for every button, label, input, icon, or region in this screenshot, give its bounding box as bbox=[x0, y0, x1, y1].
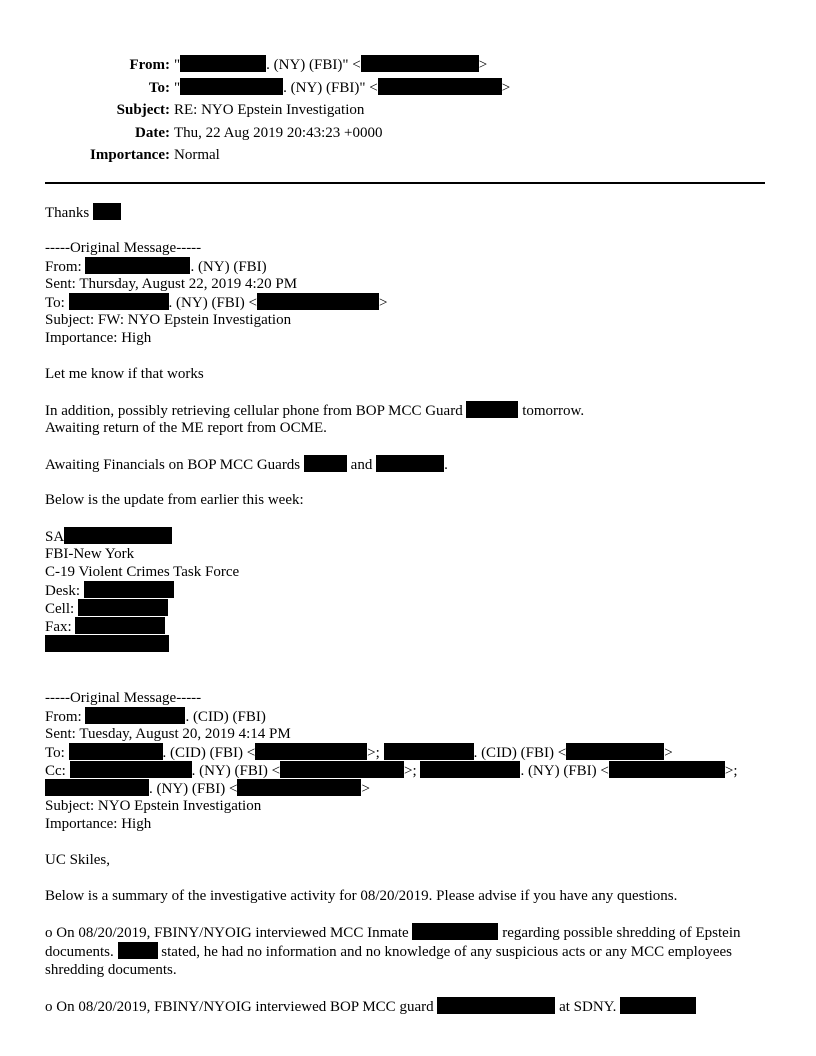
sig-cell-line bbox=[45, 599, 775, 617]
p1-text-c: Epstein documents. bbox=[45, 925, 741, 960]
to-text: . (CID) (FBI) < bbox=[162, 745, 256, 761]
desk-label: Desk: bbox=[45, 583, 80, 599]
to-label: To: bbox=[148, 79, 170, 96]
from-value: " . (NY) (FBI)" < > bbox=[174, 57, 488, 73]
signature-block bbox=[45, 527, 775, 653]
subject-row bbox=[40, 99, 510, 122]
addition-text: In addition, possibly retrieving cellular phone from BOP MCC Guard bbox=[45, 403, 463, 419]
from-text: . (NY) (FBI)" < bbox=[266, 57, 361, 73]
orig-to-line: To: . (NY) (FBI) < > bbox=[45, 295, 388, 311]
sig-desk-line bbox=[45, 581, 775, 599]
redaction bbox=[304, 455, 347, 472]
orig2-importance-line: Importance: High bbox=[45, 816, 152, 832]
thanks-line bbox=[45, 203, 775, 221]
redaction bbox=[437, 997, 555, 1014]
redaction bbox=[466, 401, 518, 418]
below-line: Below is the update from earlier this week: bbox=[45, 492, 304, 508]
date-label: Date: bbox=[135, 124, 170, 141]
redaction bbox=[64, 527, 172, 544]
financials-text: Awaiting Financials on BOP MCC Guards bbox=[45, 457, 301, 473]
redaction bbox=[118, 942, 158, 959]
to-value: " . (NY) (FBI)" < > bbox=[174, 79, 511, 96]
orig-msg-separator-2: -----Original Message----- bbox=[45, 690, 202, 706]
and-text: and bbox=[350, 457, 373, 473]
email-body bbox=[45, 203, 775, 1015]
orig-subject-line: Subject: FW: NYO Epstein Investigation bbox=[45, 312, 292, 328]
redaction bbox=[280, 761, 404, 778]
to-sep: >; bbox=[367, 745, 380, 761]
redaction bbox=[69, 743, 163, 760]
awaiting-me-line: Awaiting return of the ME report from OCME. bbox=[45, 420, 327, 436]
sig-fax-line bbox=[45, 617, 775, 635]
summary-line: Below is a summary of the investigative activity for 08/20/2019. Please advise if you have any questions. bbox=[45, 888, 678, 904]
date-value: Thu, 22 Aug 2019 20:43:23 +0000 bbox=[174, 124, 383, 141]
redaction bbox=[384, 743, 474, 760]
orig2-sent-line: Sent: Tuesday, August 20, 2019 4:14 PM bbox=[45, 726, 291, 742]
redaction bbox=[180, 78, 283, 95]
orig2-cc-line bbox=[45, 761, 775, 779]
thanks-text: Thanks bbox=[45, 205, 90, 221]
to-label: To: bbox=[45, 745, 65, 761]
to-label: To: bbox=[45, 295, 65, 311]
redaction bbox=[257, 293, 379, 310]
redaction bbox=[45, 635, 169, 652]
let-me-know-line: Let me know if that works bbox=[45, 366, 204, 382]
orig2-from-line bbox=[45, 707, 775, 725]
sig-unit-line: C-19 Violent Crimes Task Force bbox=[45, 564, 240, 580]
email-header bbox=[40, 54, 510, 167]
cc-end: >; bbox=[724, 763, 738, 779]
redaction bbox=[180, 55, 266, 72]
redaction bbox=[255, 743, 367, 760]
redaction bbox=[75, 617, 165, 634]
fax-label: Fax: bbox=[45, 619, 72, 635]
p1-text-b: regarding possible shredding of bbox=[502, 925, 692, 941]
cell-label: Cell: bbox=[45, 601, 75, 617]
importance-label: Importance: bbox=[90, 147, 170, 163]
cc-text-3: . (NY) (FBI) < bbox=[149, 781, 238, 797]
p1-text-d: stated, he had no information and no knowledge of any suspicious acts or any MCC employees shredding documents. bbox=[45, 944, 732, 978]
orig-sent-line: Sent: Thursday, August 22, 2019 4:20 PM bbox=[45, 276, 298, 292]
p2-text-a: o On 08/20/2019, FBINY/NYOIG interviewed BOP MCC guard bbox=[45, 999, 434, 1015]
redaction bbox=[376, 455, 444, 472]
paragraph-inmate-interview bbox=[45, 923, 775, 979]
redaction bbox=[620, 997, 696, 1014]
cc-text-2: . (NY) (FBI) < bbox=[520, 763, 609, 779]
from-row bbox=[40, 54, 510, 77]
orig-msg-separator: -----Original Message----- bbox=[45, 240, 202, 256]
redaction bbox=[78, 599, 168, 616]
orig2-subject-line: Subject: NYO Epstein Investigation bbox=[45, 798, 262, 814]
redaction bbox=[609, 761, 725, 778]
redaction bbox=[70, 761, 192, 778]
sig-email-line bbox=[45, 635, 775, 653]
sig-sa-line bbox=[45, 527, 775, 545]
redaction bbox=[85, 707, 185, 724]
date-row bbox=[40, 122, 510, 145]
redaction bbox=[84, 581, 174, 598]
to-text: . (NY) (FBI)" < bbox=[283, 79, 378, 96]
redaction bbox=[93, 203, 121, 220]
redaction bbox=[566, 743, 664, 760]
to-tail: . (NY) (FBI) < bbox=[168, 295, 257, 311]
addition-tail: tomorrow. bbox=[522, 403, 585, 419]
redaction bbox=[361, 55, 479, 72]
importance-row bbox=[40, 144, 510, 167]
redaction bbox=[45, 779, 149, 796]
redaction bbox=[237, 779, 361, 796]
p2-text-b: at SDNY. bbox=[559, 999, 617, 1015]
from-tail: . (NY) (FBI) bbox=[190, 259, 267, 275]
redaction bbox=[412, 923, 498, 940]
sa-text: SA bbox=[45, 529, 65, 545]
from-label: From: bbox=[129, 57, 170, 73]
paragraph-guard-interview bbox=[45, 997, 775, 1015]
redaction bbox=[420, 761, 520, 778]
orig2-to-line: To: . (CID) (FBI) < >; . (CID) (FBI) < > bbox=[45, 745, 673, 761]
p1-text-a: o On 08/20/2019, FBINY/NYOIG interviewed MCC Inmate bbox=[45, 925, 409, 941]
greeting-line: UC Skiles, bbox=[45, 852, 111, 868]
orig-importance-line: Importance: High bbox=[45, 330, 152, 346]
subject-value: RE: NYO Epstein Investigation bbox=[174, 102, 365, 118]
cc-sep: >; bbox=[404, 763, 417, 779]
from-label: From: bbox=[45, 709, 82, 725]
subject-label: Subject: bbox=[116, 102, 170, 118]
header-divider bbox=[45, 182, 765, 184]
from-tail: . (CID) (FBI) bbox=[185, 709, 266, 725]
financials-line: Awaiting Financials on BOP MCC Guards and . bbox=[45, 457, 448, 473]
from-label: From: bbox=[45, 259, 82, 275]
sig-office-line: FBI-New York bbox=[45, 546, 135, 562]
redaction bbox=[378, 78, 502, 95]
cc-text: . (NY) (FBI) < bbox=[191, 763, 281, 779]
orig2-cc-line-2: . (NY) (FBI) < > bbox=[45, 779, 775, 797]
redaction bbox=[85, 257, 190, 274]
to-text-2: . (CID) (FBI) < bbox=[473, 745, 567, 761]
importance-value: Normal bbox=[174, 147, 220, 163]
to-row bbox=[40, 77, 510, 100]
addition-line bbox=[45, 401, 775, 419]
orig-from-line bbox=[45, 257, 775, 275]
redaction bbox=[69, 293, 169, 310]
cc-label: Cc: bbox=[45, 763, 66, 779]
